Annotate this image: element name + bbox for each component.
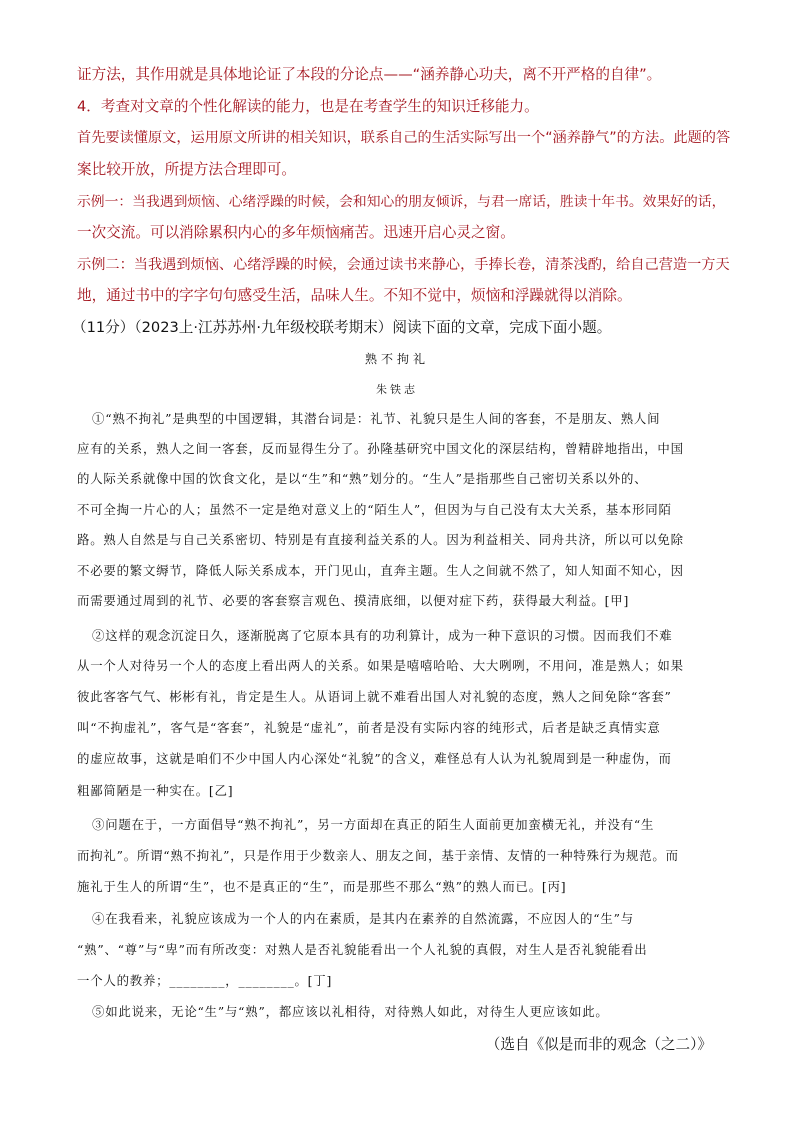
paragraph-line: 不可全掏一片心的人；虽然不一定是绝对意义上的“陌生人”，但因为与自己没有太大关系，基本形同陌: [77, 502, 672, 517]
paragraph-line: ④在我看来，礼貌应该成为一个人的内在素质，是其内在素养的自然流露，不应因人的“生”与: [92, 911, 634, 926]
article-author: 朱铁志: [376, 383, 418, 396]
answer-line: 4．考查对文章的个性化解读的能力，也是在考查学生的知识迁移能力。: [77, 98, 539, 115]
paragraph-line: 叫“不拘虚礼”，客气是“客套”，礼貌是“虚礼”，前者是没有实际内容的纯形式，后者是缺乏真情实意: [77, 720, 661, 735]
paragraph-line: ③问题在于，一方面倡导“熟不拘礼”，另一方面却在真正的陌生人面前更加蛮横无礼，并没有“生: [92, 817, 655, 832]
answer-line: 案比较开放，所提方法合理即可。: [77, 161, 296, 178]
paragraph-line: 不必要的繁文缛节，降低人际关系成本，开门见山，直奔主题。生人之间就不然了，知人知面不知心，因: [77, 563, 684, 578]
article-title: 熟不拘礼: [364, 352, 429, 366]
answer-line: 地，通过书中的字字句句感受生活，品味人生。不知不觉中，烦恼和浮躁就得以消除。: [77, 287, 632, 304]
paragraph-line: 的人际关系就像中国的饮食文化，是以“生”和“熟”划分的。“生人”是指那些自己密切关系以外的、: [77, 471, 648, 486]
paragraph-line: 应有的关系，熟人之间一客套，反而显得生分了。孙隆基研究中国文化的深层结构，曾精辟地指出，中国: [77, 441, 684, 456]
paragraph-line: 粗鄙简陋是一种实在。[乙]: [77, 783, 234, 798]
paragraph-line: 而拘礼”。所谓“熟不拘礼”，只是作用于少数亲人、朋友之间，基于亲情、友情的一种特殊行为规范。而: [77, 848, 679, 863]
paragraph-line: ②这样的观念沉淀日久，逐渐脱离了它原本具有的功利算计，成为一种下意识的习惯。因而我们不难: [92, 628, 673, 643]
paragraph-line: ①“熟不拘礼”是典型的中国逻辑，其潜台词是：礼节、礼貌只是生人间的客套，不是朋友、熟人间: [92, 411, 661, 426]
paragraph-line: ⑤如此说来，无论“生”与“熟”，都应该以礼相待，对待熟人如此，对待生人更应该如此。: [92, 1004, 609, 1019]
question-header: （11分）（2023上·江苏苏州·九年级校联考期末）阅读下面的文章，完成下面小题。: [72, 319, 612, 336]
paragraph-line: 施礼于生人的所谓“生”，也不是真正的“生”，而是那些不那么“熟”的熟人而已。[丙]: [77, 879, 567, 894]
paragraph-line: 从一个人对待另一个人的态度上看出两人的关系。如果是嘻嘻哈哈、大大咧咧，不用问，准是熟人；如果: [77, 658, 684, 673]
paragraph-line: 彼此客客气气、彬彬有礼，肯定是生人。从语词上就不难看出国人对礼貌的态度，熟人之间免除“客套”: [77, 689, 672, 704]
answer-line: 证方法，其作用就是具体地论证了本段的分论点——“涵养静心功夫，离不开严格的自律”。: [77, 66, 662, 83]
answer-line: 示例一：当我遇到烦恼、心绪浮躁的时候，会和知心的朋友倾诉，与君一席话，胜读十年书。效果好的话，: [77, 194, 726, 210]
paragraph-line: “熟”、“尊”与“卑”而有所改变：对熟人是否礼貌能看出一个人礼貌的真假，对生人是否礼貌能看出: [77, 942, 648, 957]
paragraph-line: 而需要通过周到的礼节、必要的客套察言观色、摸清底细，以便对症下药，获得最大利益。[甲]: [77, 593, 630, 608]
answer-line: 示例二：当我遇到烦恼、心绪浮躁的时候，会通过读书来静心，手捧长卷，清茶浅酌，给自己营造一方天: [77, 257, 730, 273]
paragraph-line: 路。熟人自然是与自己关系密切、特别是有直接利益关系的人。因为利益相关、同舟共济，所以可以免除: [77, 532, 684, 547]
answer-line: 首先要读懂原文，运用原文所讲的相关知识，联系自己的生活实际写出一个“涵养静气”的方法。此题的答: [77, 130, 731, 146]
answer-line: 一次交流。可以消除累积内心的多年烦恼痛苦。迅速开启心灵之窗。: [77, 224, 515, 241]
article-source: （选自《似是而非的观念（之二）》: [485, 1036, 712, 1053]
paragraph-line: 一个人的教养；________，________。[丁]: [77, 973, 333, 988]
paragraph-line: 的虚应故事，这就是咱们不少中国人内心深处“礼貌”的含义，难怪总有人认为礼貌周到是一种虚伪，而: [77, 751, 672, 766]
